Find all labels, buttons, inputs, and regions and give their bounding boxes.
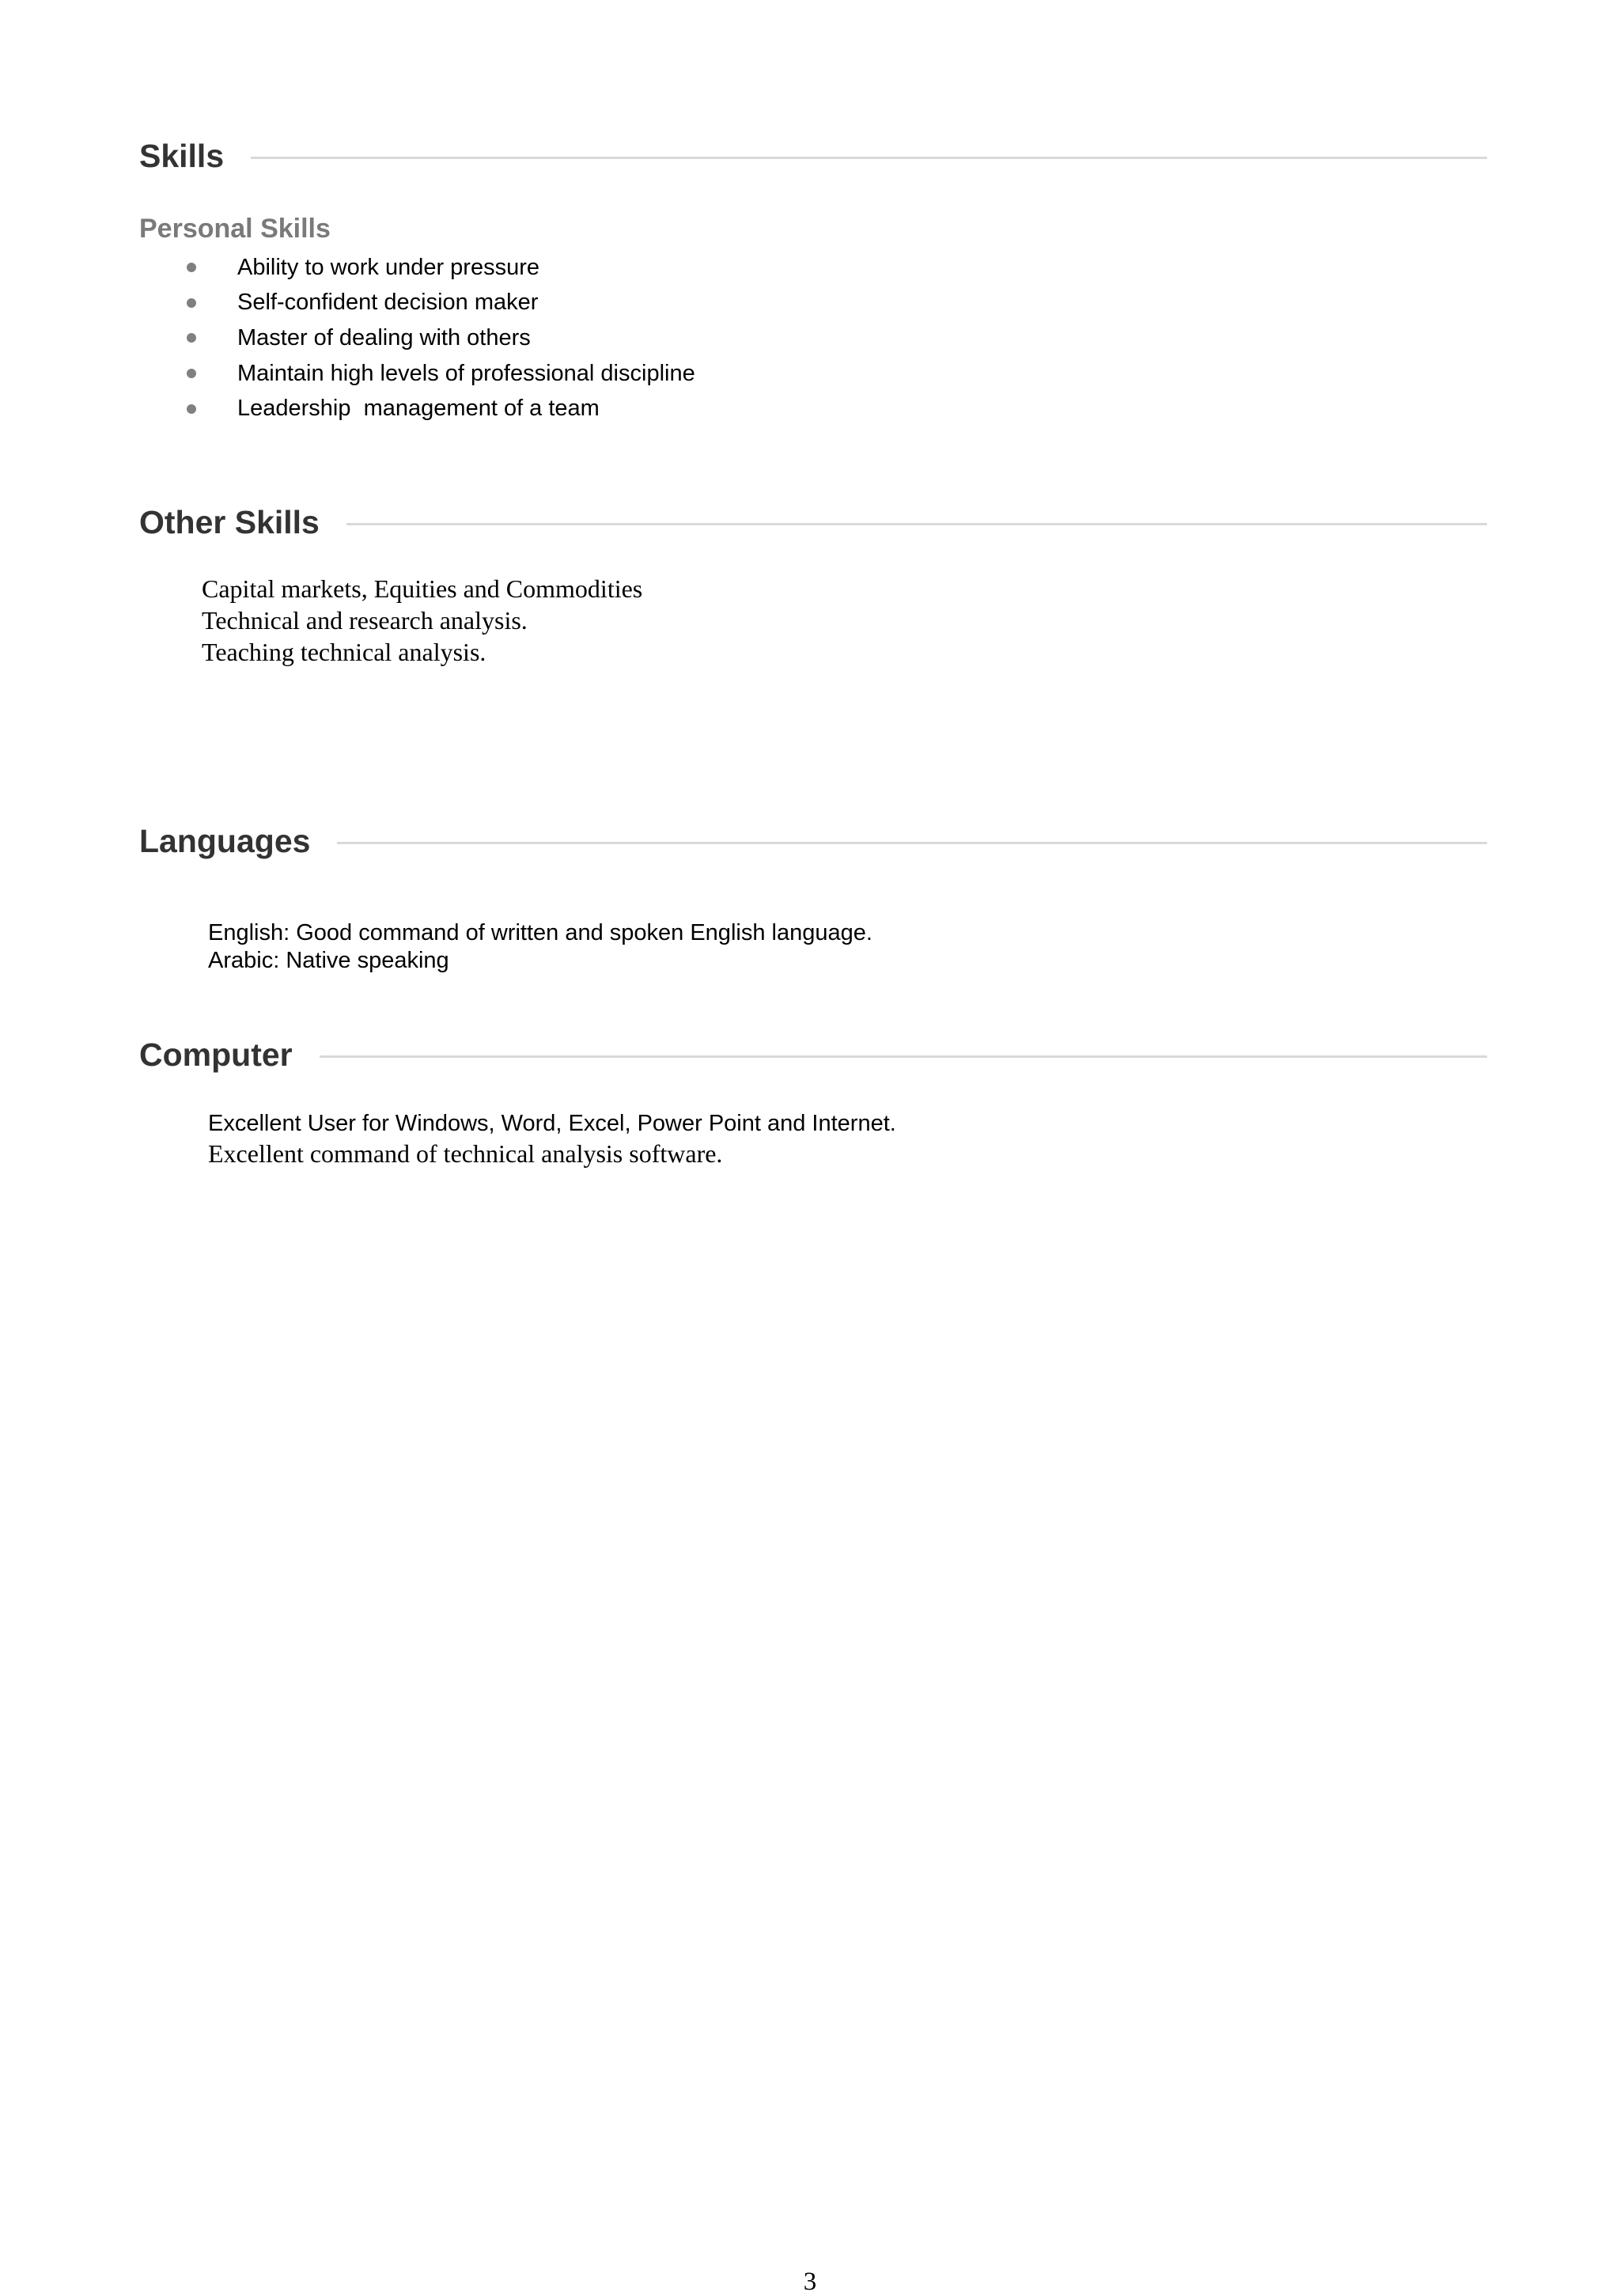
personal-skill-text: Ability to work under pressure	[237, 254, 539, 280]
bullet-icon	[187, 298, 196, 308]
computer-section-header	[139, 1031, 1487, 1078]
bullet-icon	[187, 333, 196, 343]
languages-heading: Languages	[139, 822, 311, 859]
personal-skill-text: Leadership management of a team	[237, 396, 600, 422]
list-item	[187, 250, 695, 286]
other-skills-text	[202, 573, 642, 668]
page-number: 3	[803, 2268, 817, 2296]
other-skills-heading: Other Skills	[139, 503, 320, 540]
skills-heading: Skills	[139, 137, 225, 174]
personal-skill-text: Master of dealing with others	[237, 324, 531, 350]
list-item	[187, 286, 695, 321]
personal-skill-text: Maintain high levels of professional discipline	[237, 360, 695, 386]
list-item	[187, 320, 695, 356]
computer-line: Excellent command of technical analysis software.	[208, 1139, 723, 1168]
personal-skill-text: Self-confident decision maker	[237, 290, 539, 316]
language-line: Arabic: Native speaking	[208, 948, 449, 973]
personal-skills-list	[187, 250, 695, 426]
bullet-icon	[187, 404, 196, 414]
other-skill-line: Teaching technical analysis.	[202, 638, 486, 666]
languages-text	[208, 919, 872, 975]
list-item	[187, 391, 695, 426]
computer-heading: Computer	[139, 1036, 293, 1073]
computer-line: Excellent User for Windows, Word, Excel, Power Point and Internet.	[208, 1111, 896, 1136]
language-line: English: Good command of written and spoken English language.	[208, 920, 872, 945]
other-skills-divider	[346, 523, 1487, 525]
languages-section-header	[139, 817, 1487, 865]
computer-divider	[320, 1055, 1487, 1058]
skills-divider	[251, 157, 1487, 159]
bullet-icon	[187, 263, 196, 272]
skills-section-header	[139, 132, 1487, 180]
languages-divider	[337, 842, 1487, 844]
other-skill-line: Technical and research analysis.	[202, 606, 528, 635]
computer-text	[208, 1110, 896, 1169]
list-item	[187, 356, 695, 392]
other-skills-section-header	[139, 498, 1487, 546]
bullet-icon	[187, 369, 196, 378]
personal-skills-subheading: Personal Skills	[139, 214, 331, 244]
other-skill-line: Capital markets, Equities and Commodities	[202, 574, 643, 603]
